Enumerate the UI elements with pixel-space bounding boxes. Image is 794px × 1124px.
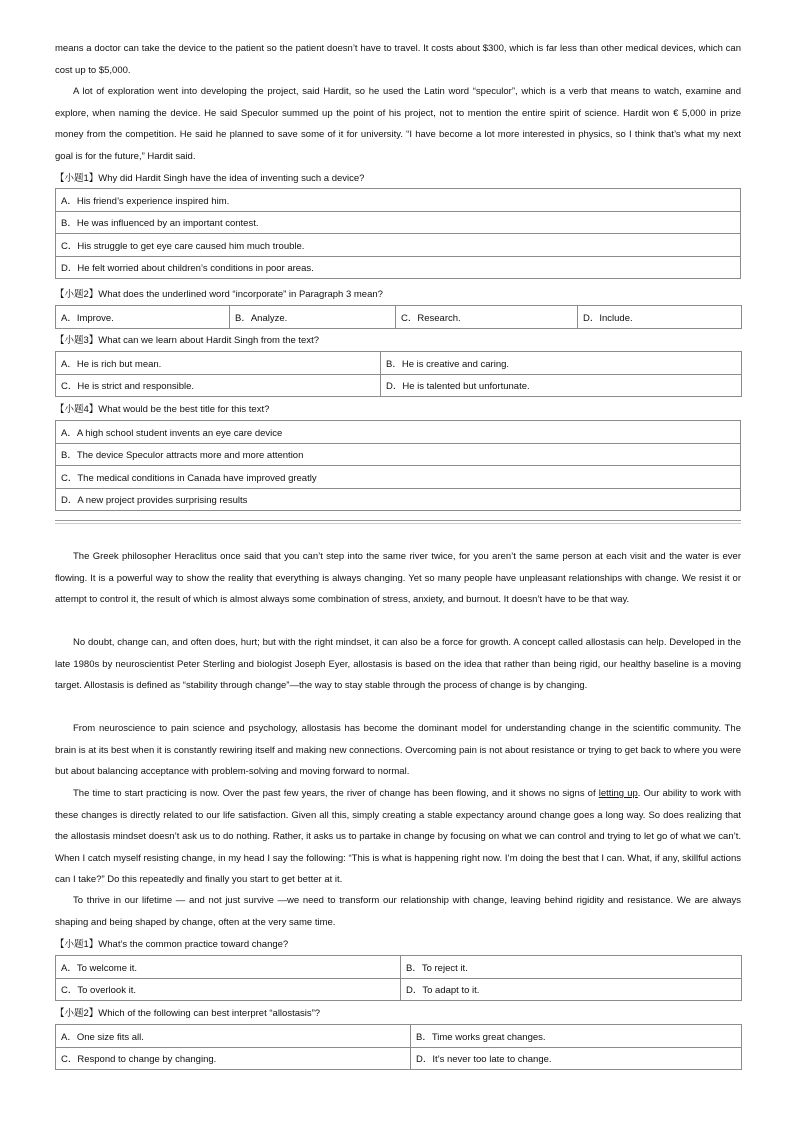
question-stem: 【小题4】What would be the best title for this text? bbox=[55, 404, 270, 415]
passage2-paragraph-4 bbox=[55, 783, 741, 891]
option-c[interactable]: C．To overlook it. bbox=[56, 978, 401, 1001]
option-b[interactable]: B．The device Speculor attracts more and more attention bbox=[56, 443, 741, 466]
question-stem: 【小题3】What can we learn about Hardit Singh from the text? bbox=[55, 335, 320, 346]
paragraph-text: . Our ability to work with these changes is directly related to our life satisfaction. Given all this, simply creating a stable expectancy around change goes a long way. So does realizing that the allostasis mindset doesn’t ask us to do nothing. Rather, it asks us to partake in change by focusing on what we can control and trying to let go of what we can’t. When I catch myself resisting change, in my head I say the following: “This is what is happening right now. I’m doing the best that I can. What, if any, skillful actions can I take?” Do this repeatedly and finally you start to get better at it. bbox=[55, 788, 742, 886]
question-stem: 【小题1】What’s the common practice toward change? bbox=[55, 939, 289, 950]
option-b[interactable]: B．Time works great changes. bbox=[411, 1025, 742, 1048]
passage2-paragraph-3: From neuroscience to pain science and psychology, allostasis has become the dominant model for understanding change in the scientific community. The brain is at its best when it is constantly rewiring itself and making new connections. Overcoming pain is not about resistance or trying to get back to where you were but about balancing acceptance with problem-solving and moving forward to normal. bbox=[55, 723, 741, 778]
option-b[interactable]: B．Analyze. bbox=[230, 306, 396, 329]
option-a[interactable]: A．Improve. bbox=[56, 306, 230, 329]
option-d[interactable]: D．To adapt to it. bbox=[401, 978, 742, 1001]
passage2-paragraph-5: To thrive in our lifetime — and not just survive —we need to transform our relationship with change, leaving behind rigidity and resistance. We are always shaping and being shaped by change, often at the very same time. bbox=[55, 895, 741, 928]
option-b[interactable]: B．He is creative and caring. bbox=[381, 352, 742, 375]
option-a[interactable]: A．A high school student invents an eye care device bbox=[56, 421, 741, 444]
option-c[interactable]: C．Research. bbox=[396, 306, 578, 329]
passage2-paragraph-1: The Greek philosopher Heraclitus once said that you can’t step into the same river twice, for you aren’t the same person at each visit and the water is ever flowing. It is a powerful way to show the reality that everything is always changing. Yet so many people have unpleasant relationships with change. We resist it or attempt to control it, the result of which is almost always some combination of stress, anxiety, and burnout. It doesn’t have to be that way. bbox=[55, 551, 741, 606]
question-stem: 【小题1】Why did Hardit Singh have the idea of inventing such a device? bbox=[55, 173, 365, 184]
question-stem: 【小题2】Which of the following can best interpret “allostasis”? bbox=[55, 1008, 321, 1019]
option-c[interactable]: C．Respond to change by changing. bbox=[56, 1047, 411, 1070]
passage1-paragraph-1: means a doctor can take the device to the patient so the patient doesn’t have to travel. It costs about $300, which is far less than other medical devices, which can cost up to $5,000. bbox=[55, 43, 741, 76]
option-a[interactable]: A．One size fits all. bbox=[56, 1025, 411, 1048]
options-table bbox=[55, 351, 742, 397]
option-a[interactable]: A．He is rich but mean. bbox=[56, 352, 381, 375]
option-a[interactable]: A．To welcome it. bbox=[56, 956, 401, 979]
options-table bbox=[55, 305, 742, 329]
option-b[interactable]: B．To reject it. bbox=[401, 956, 742, 979]
question-stem: 【小题2】What does the underlined word “incorporate” in Paragraph 3 mean? bbox=[55, 289, 383, 300]
options-table bbox=[55, 188, 741, 279]
option-c[interactable]: C．The medical conditions in Canada have improved greatly bbox=[56, 466, 741, 489]
paragraph-text: The time to start practicing is now. Over the past few years, the river of change has been flowing, and it shows no signs of bbox=[73, 788, 599, 799]
option-d[interactable]: D．It’s never too late to change. bbox=[411, 1047, 742, 1070]
option-a[interactable]: A．His friend’s experience inspired him. bbox=[56, 189, 741, 212]
option-d[interactable]: D．A new project provides surprising results bbox=[56, 488, 741, 511]
option-c[interactable]: C．His struggle to get eye care caused him much trouble. bbox=[56, 234, 741, 257]
option-d[interactable]: D．Include. bbox=[578, 306, 742, 329]
passage1-paragraph-2: A lot of exploration went into developing the project, said Hardit, so he used the Latin word “speculor”, which is a verb that means to watch, examine and explore, when naming the device. He said Speculor summed up the point of his project, not to mention the entire spirit of science. Hardit won € 5,000 in prize money from the competition. He said he planned to save some of it for university. “I have become a lot more interested in physics, so I think that’s what my next goal is for the future,” Hardit said. bbox=[55, 86, 741, 162]
underlined-phrase: letting up bbox=[598, 788, 638, 799]
option-c[interactable]: C．He is strict and responsible. bbox=[56, 374, 381, 397]
option-d[interactable]: D．He is talented but unfortunate. bbox=[381, 374, 742, 397]
options-table bbox=[55, 420, 741, 511]
option-b[interactable]: B．He was influenced by an important contest. bbox=[56, 211, 741, 234]
passage2-paragraph-2: No doubt, change can, and often does, hurt; but with the right mindset, it can also be a force for growth. A concept called allostasis can help. Developed in the late 1980s by neuroscientist Peter Sterling and biologist Joseph Eyer, allostasis is based on the idea that rather than being rigid, our healthy baseline is a moving target. Allostasis is defined as “stability through change”—the way to stay stable through the process of change is by changing. bbox=[55, 637, 741, 692]
options-table bbox=[55, 1024, 742, 1070]
option-d[interactable]: D．He felt worried about children’s conditions in poor areas. bbox=[56, 256, 741, 279]
section-divider bbox=[55, 520, 741, 524]
options-table bbox=[55, 955, 742, 1001]
